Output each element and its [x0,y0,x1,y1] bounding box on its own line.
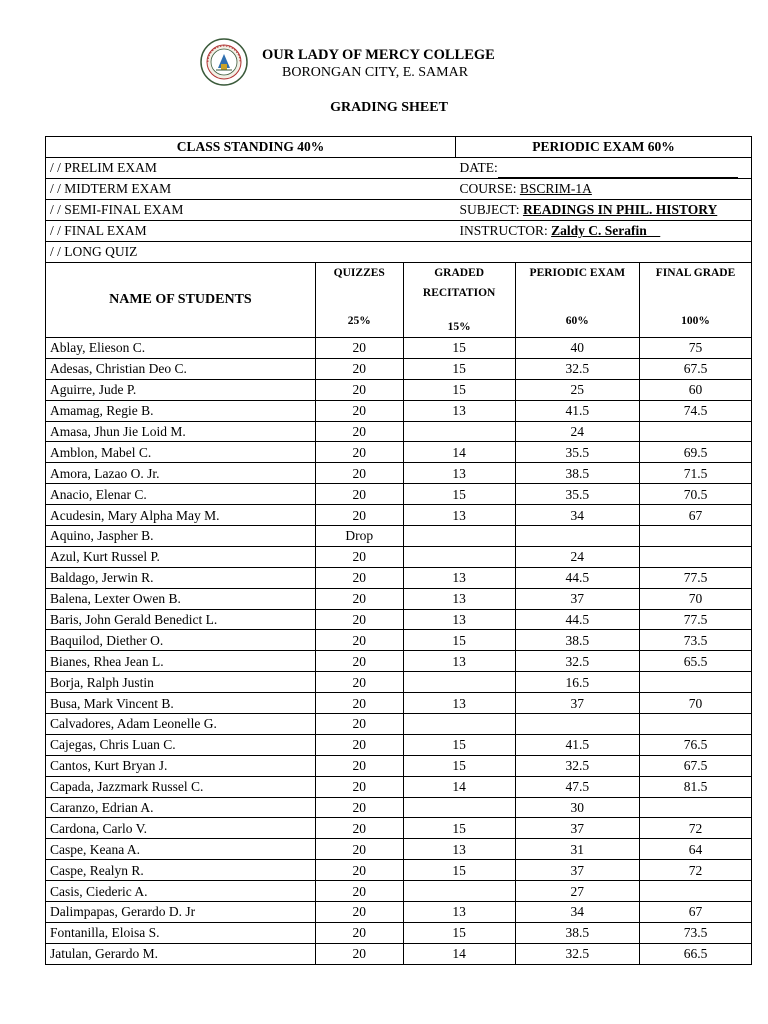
student-name: Amblon, Mabel C. [46,442,316,463]
periodic-exam-cell: 38.5 [515,463,639,484]
quizzes-cell: 20 [315,609,403,630]
student-name: Busa, Mark Vincent B. [46,693,316,714]
final-grade-cell: 70 [640,588,752,609]
periodic-exam-cell: 37 [515,860,639,881]
student-name: Ablay, Elieson C. [46,338,316,359]
table-row [46,881,752,902]
periodic-exam-cell: 41.5 [515,734,639,755]
course-field: COURSE: BSCRIM-1A [455,179,751,200]
student-name: Caspe, Realyn R. [46,860,316,881]
quizzes-cell: 20 [315,776,403,797]
periodic-exam-cell: 32.5 [515,651,639,672]
student-name: Amasa, Jhun Jie Loid M. [46,421,316,442]
quizzes-cell: 20 [315,714,403,735]
student-name: Baldago, Jerwin R. [46,567,316,588]
periodic-exam-cell [515,526,639,547]
instructor-value: Zaldy C. Serafin [551,223,661,238]
recitation-cell: 13 [403,505,515,526]
quizzes-cell: 20 [315,755,403,776]
quizzes-cell: 20 [315,630,403,651]
student-name: Cantos, Kurt Bryan J. [46,755,316,776]
college-seal-icon [200,38,248,86]
periodic-exam-cell: 37 [515,693,639,714]
student-name: Calvadores, Adam Leonelle G. [46,714,316,735]
periodic-exam-cell: 34 [515,902,639,923]
recitation-cell: 14 [403,776,515,797]
recitation-cell: 13 [403,463,515,484]
final-grade-cell: 73.5 [640,630,752,651]
student-name: Dalimpapas, Gerardo D. Jr [46,902,316,923]
quizzes-cell: 20 [315,463,403,484]
final-grade-cell [640,714,752,735]
student-name: Baris, John Gerald Benedict L. [46,609,316,630]
final-grade-cell [640,797,752,818]
periodic-exam-cell: 31 [515,839,639,860]
student-name: Acudesin, Mary Alpha May M. [46,505,316,526]
final-grade-cell [640,526,752,547]
student-name: Anacio, Elenar C. [46,484,316,505]
final-grade-cell: 70 [640,693,752,714]
final-grade-cell: 67 [640,505,752,526]
recitation-cell: 14 [403,442,515,463]
quizzes-cell: 20 [315,505,403,526]
document-header [0,38,768,88]
recitation-cell: 15 [403,734,515,755]
student-name: Bianes, Rhea Jean L. [46,651,316,672]
column-header-row [46,263,752,338]
quizzes-cell: 20 [315,588,403,609]
periodic-exam-cell: 47.5 [515,776,639,797]
final-grade-column-header: FINAL GRADE 100% [640,263,752,338]
final-grade-cell: 69.5 [640,442,752,463]
quizzes-cell: 20 [315,881,403,902]
table-row [46,651,752,672]
table-row [46,630,752,651]
student-name: Jatulan, Gerardo M. [46,943,316,964]
recitation-cell: 15 [403,922,515,943]
student-name: Adesas, Christian Deo C. [46,358,316,379]
final-grade-cell: 75 [640,338,752,359]
quizzes-cell: 20 [315,442,403,463]
student-name: Amamag, Regie B. [46,400,316,421]
quizzes-cell: 20 [315,651,403,672]
page-title: GRADING SHEET [330,100,448,115]
quizzes-cell: 20 [315,358,403,379]
quizzes-column-header: QUIZZES 25% [315,263,403,338]
table-row [46,672,752,693]
quizzes-cell: 20 [315,943,403,964]
quizzes-cell: 20 [315,484,403,505]
table-row [46,505,752,526]
periodic-column-header: PERIODIC EXAM 60% [515,263,639,338]
periodic-exam-cell: 27 [515,881,639,902]
periodic-exam-cell: 34 [515,505,639,526]
periodic-exam-cell: 40 [515,338,639,359]
student-name: Borja, Ralph Justin [46,672,316,693]
date-field: DATE: [455,158,751,179]
table-row [46,338,752,359]
table-row [46,588,752,609]
quizzes-cell: 20 [315,421,403,442]
quizzes-cell: 20 [315,902,403,923]
table-row [46,776,752,797]
periodic-exam-cell: 44.5 [515,609,639,630]
recitation-cell: 13 [403,693,515,714]
final-grade-cell [640,546,752,567]
quizzes-cell: 20 [315,338,403,359]
periodic-exam-cell: 37 [515,588,639,609]
quizzes-cell: 20 [315,922,403,943]
table-row [46,714,752,735]
periodic-exam-cell: 41.5 [515,400,639,421]
table-row [46,693,752,714]
periodic-exam-cell: 24 [515,546,639,567]
periodic-exam-cell: 32.5 [515,943,639,964]
table-row [46,609,752,630]
final-grade-cell: 70.5 [640,484,752,505]
student-name: Caranzo, Edrian A. [46,797,316,818]
recitation-cell [403,421,515,442]
table-row [46,922,752,943]
student-name: Cajegas, Chris Luan C. [46,734,316,755]
periodic-exam-cell: 38.5 [515,922,639,943]
exam-type-long-quiz: / / LONG QUIZ [46,242,456,263]
table-row [46,358,752,379]
quizzes-cell: 20 [315,860,403,881]
periodic-exam-cell: 37 [515,818,639,839]
final-grade-cell: 76.5 [640,734,752,755]
table-row [46,902,752,923]
periodic-exam-header: PERIODIC EXAM 60% [455,137,751,158]
exam-info-section [46,158,752,263]
final-grade-cell: 66.5 [640,943,752,964]
table-row [46,860,752,881]
instructor-field: INSTRUCTOR: Zaldy C. Serafin [455,221,751,242]
quizzes-cell: 20 [315,797,403,818]
table-row [46,463,752,484]
final-grade-cell: 60 [640,379,752,400]
recitation-column-header: GRADED RECITATION 15% [403,263,515,338]
final-grade-cell: 64 [640,839,752,860]
class-standing-header: CLASS STANDING 40% [46,137,456,158]
periodic-exam-cell: 32.5 [515,358,639,379]
course-value: BSCRIM-1A [519,181,592,196]
quizzes-cell: 20 [315,839,403,860]
final-grade-cell: 67.5 [640,755,752,776]
grading-table [45,136,752,965]
college-name: OUR LADY OF MERCY COLLEGE [262,47,495,63]
table-row [46,484,752,505]
final-grade-cell: 67.5 [640,358,752,379]
student-name: Capada, Jazzmark Russel C. [46,776,316,797]
periodic-exam-cell: 16.5 [515,672,639,693]
recitation-cell [403,546,515,567]
quizzes-cell: 20 [315,818,403,839]
table-row [46,818,752,839]
periodic-exam-cell [515,714,639,735]
periodic-exam-cell: 38.5 [515,630,639,651]
final-grade-cell: 72 [640,818,752,839]
final-grade-cell: 65.5 [640,651,752,672]
recitation-cell: 15 [403,630,515,651]
periodic-exam-cell: 35.5 [515,442,639,463]
recitation-cell: 15 [403,338,515,359]
periodic-exam-cell: 24 [515,421,639,442]
periodic-exam-cell: 44.5 [515,567,639,588]
student-name: Casis, Ciederic A. [46,881,316,902]
periodic-exam-cell: 30 [515,797,639,818]
quizzes-cell: 20 [315,546,403,567]
table-row [46,943,752,964]
final-grade-cell: 71.5 [640,463,752,484]
table-row [46,379,752,400]
recitation-cell: 13 [403,567,515,588]
table-row [46,400,752,421]
final-grade-cell: 67 [640,902,752,923]
periodic-exam-cell: 35.5 [515,484,639,505]
recitation-cell: 15 [403,484,515,505]
student-name: Cardona, Carlo V. [46,818,316,839]
quizzes-cell: 20 [315,693,403,714]
student-name: Aquino, Jaspher B. [46,526,316,547]
quizzes-cell: 20 [315,400,403,421]
quizzes-cell: 20 [315,734,403,755]
student-name: Azul, Kurt Russel P. [46,546,316,567]
table-row [46,526,752,547]
table-row [46,546,752,567]
subject-value: READINGS IN PHIL. HISTORY [522,202,718,217]
student-name: Baquilod, Diether O. [46,630,316,651]
final-grade-cell [640,881,752,902]
final-grade-cell [640,672,752,693]
exam-type-semifinal: / / SEMI-FINAL EXAM [46,200,456,221]
recitation-cell: 15 [403,755,515,776]
recitation-cell: 15 [403,379,515,400]
recitation-cell: 15 [403,860,515,881]
college-city: BORONGAN CITY, E. SAMAR [282,65,469,80]
student-name: Caspe, Keana A. [46,839,316,860]
quizzes-cell: Drop [315,526,403,547]
recitation-cell: 15 [403,818,515,839]
recitation-cell [403,714,515,735]
periodic-exam-cell: 32.5 [515,755,639,776]
recitation-cell: 15 [403,358,515,379]
table-row [46,839,752,860]
table-row [46,567,752,588]
exam-type-midterm: / / MIDTERM EXAM [46,179,456,200]
student-name: Balena, Lexter Owen B. [46,588,316,609]
recitation-cell: 14 [403,943,515,964]
final-grade-cell: 74.5 [640,400,752,421]
student-name: Fontanilla, Eloisa S. [46,922,316,943]
final-grade-cell: 73.5 [640,922,752,943]
recitation-cell: 13 [403,588,515,609]
table-row [46,421,752,442]
recitation-cell: 13 [403,902,515,923]
recitation-cell [403,672,515,693]
final-grade-cell: 77.5 [640,609,752,630]
final-grade-cell: 77.5 [640,567,752,588]
student-name: Amora, Lazao O. Jr. [46,463,316,484]
student-list [46,338,752,965]
table-row [46,734,752,755]
table-row [46,755,752,776]
recitation-cell: 13 [403,609,515,630]
final-grade-cell: 72 [640,860,752,881]
name-column-header: NAME OF STUDENTS [46,263,316,338]
student-name: Aguirre, Jude P. [46,379,316,400]
recitation-cell: 13 [403,839,515,860]
table-row [46,442,752,463]
table-row [46,797,752,818]
recitation-cell: 13 [403,400,515,421]
exam-type-final: / / FINAL EXAM [46,221,456,242]
quizzes-cell: 20 [315,379,403,400]
final-grade-cell [640,421,752,442]
recitation-cell [403,881,515,902]
quizzes-cell: 20 [315,672,403,693]
final-grade-cell: 81.5 [640,776,752,797]
periodic-exam-cell: 25 [515,379,639,400]
subject-field: SUBJECT: READINGS IN PHIL. HISTORY [455,200,751,221]
exam-type-prelim: / / PRELIM EXAM [46,158,456,179]
recitation-cell: 13 [403,651,515,672]
recitation-cell [403,797,515,818]
recitation-cell [403,526,515,547]
quizzes-cell: 20 [315,567,403,588]
